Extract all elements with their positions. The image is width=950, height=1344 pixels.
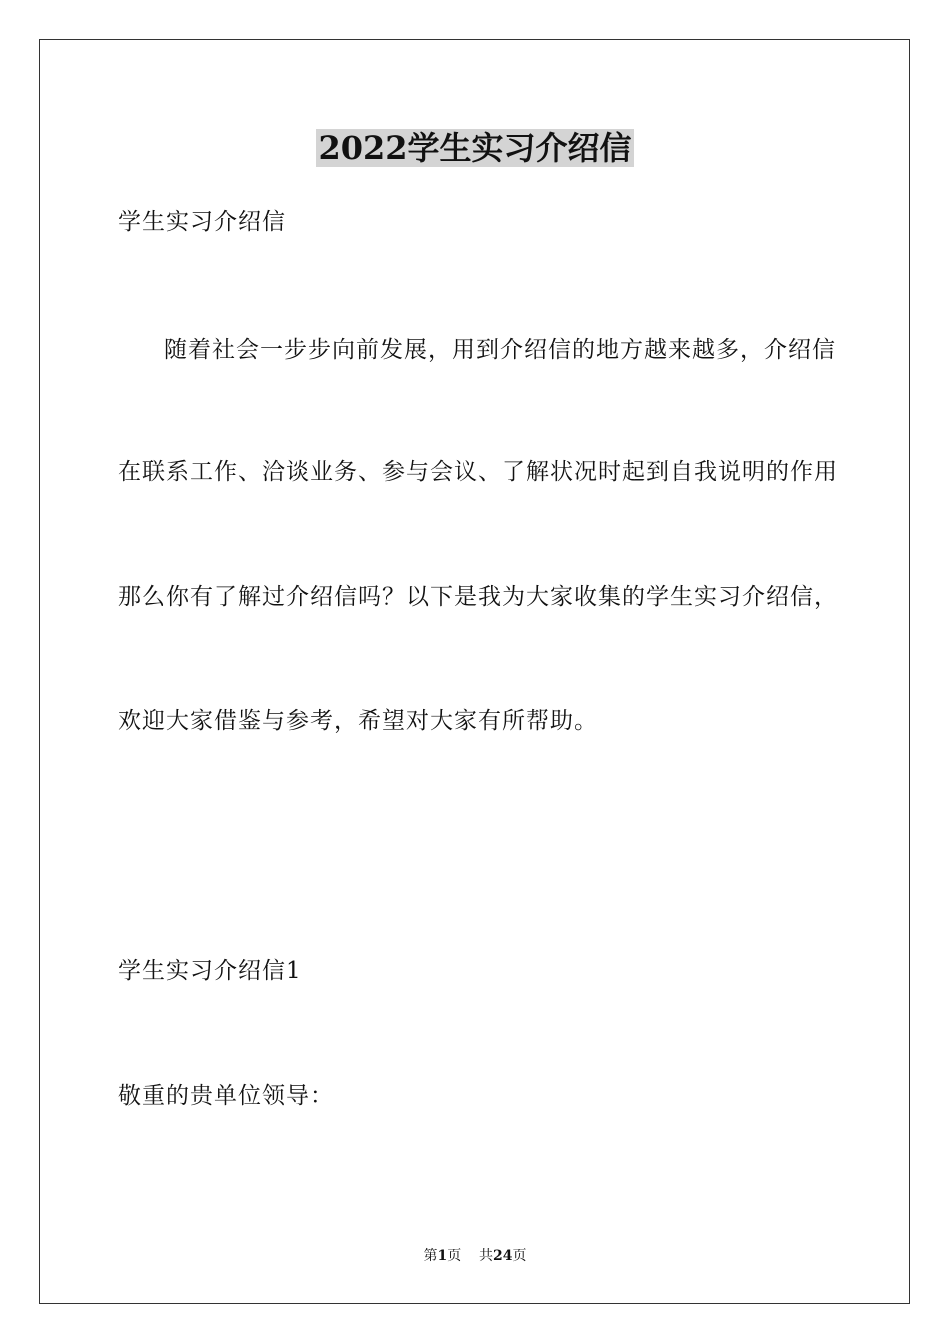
document-heading: 学生实习介绍信 bbox=[118, 209, 286, 235]
document-title-text: 2022学生实习介绍信 bbox=[318, 129, 632, 167]
footer-total-suffix: 页 bbox=[512, 1248, 527, 1264]
footer-page-suffix: 页 bbox=[447, 1248, 462, 1264]
paragraph-line-2: 在联系工作、洽谈业务、参与会议、了解状况时起到自我说明的作用 bbox=[118, 459, 838, 485]
footer-total-prefix: 共 bbox=[479, 1248, 494, 1264]
footer-page-prefix: 第 bbox=[423, 1248, 438, 1264]
paragraph-line-3: 那么你有了解过介绍信吗？以下是我为大家收集的学生实习介绍信， bbox=[118, 584, 838, 610]
section-title: 学生实习介绍信1 bbox=[118, 958, 302, 984]
paragraph-line-1: 随着社会一步步向前发展，用到介绍信的地方越来越多，介绍信 bbox=[164, 337, 836, 363]
footer-total-pages: 24 bbox=[493, 1248, 513, 1264]
paragraph-line-4: 欢迎大家借鉴与参考，希望对大家有所帮助。 bbox=[118, 708, 598, 734]
salutation: 敬重的贵单位领导： bbox=[118, 1083, 334, 1109]
footer-page-number: 1 bbox=[437, 1248, 448, 1264]
document-title bbox=[0, 126, 950, 170]
page-footer bbox=[0, 1247, 950, 1265]
